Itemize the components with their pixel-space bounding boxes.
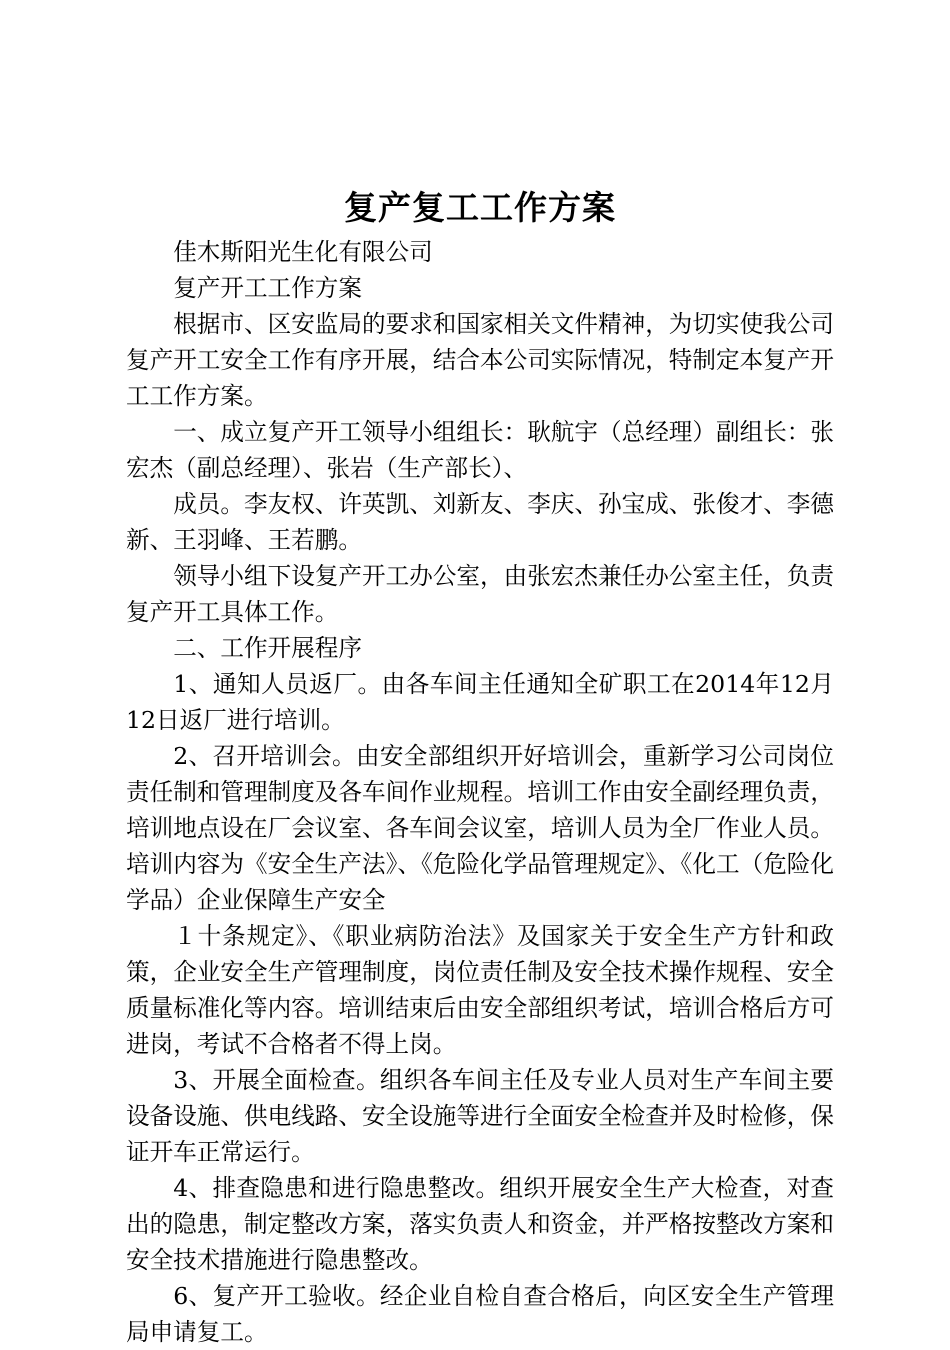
leadership-group-paragraph: 一、成立复产开工领导小组组长：耿航宇（总经理）副组长：张宏杰（副总经理）、张岩（生产部长）、 [126, 418, 834, 482]
step-3-paragraph: 3、开展全面检查。组织各车间主任及专业人员对生产车间主要设备设施、供电线路、安全设施等进行全面安全检查并及时检修，保证开车正常运行。 [126, 1066, 834, 1166]
intro-paragraph: 根据市、区安监局的要求和国家相关文件精神，为切实使我公司复产开工安全工作有序开展，结合本公司实际情况，特制定本复产开工工作方案。 [126, 310, 834, 410]
members-paragraph: 成员。李友权、许英凯、刘新友、李庆、孙宝成、张俊才、李德新、王羽峰、王若鹏。 [126, 490, 834, 554]
section-heading-procedure: 二、工作开展程序 [173, 634, 362, 662]
document-subtitle: 复产开工工作方案 [173, 274, 362, 302]
step-4-paragraph: 4、排查隐患和进行隐患整改。组织开展安全生产大检查，对查出的隐患，制定整改方案，落实负责人和资金，并严格按整改方案和安全技术措施进行隐患整改。 [126, 1174, 834, 1274]
document-page [126, 186, 834, 1350]
step-2-paragraph: 2、召开培训会。由安全部组织开好培训会，重新学习公司岗位责任制和管理制度及各车间作业规程。培训工作由安全副经理负责，培训地点设在厂会议室、各车间会议室，培训人员为全厂作业人员。培训内容为《安全生产法》、《危险化学品管理规定》、《化工（危险化学品）企业保障生产安全 [126, 742, 834, 914]
office-paragraph: 领导小组下设复产开工办公室，由张宏杰兼任办公室主任，负责复产开工具体工作。 [126, 562, 834, 626]
company-name: 佳木斯阳光生化有限公司 [173, 238, 433, 266]
step-6-paragraph: 6、复产开工验收。经企业自检自查合格后，向区安全生产管理局申请复工。 [126, 1282, 834, 1346]
step-2-continued-paragraph: １十条规定》、《职业病防治法》及国家关于安全生产方针和政策，企业安全生产管理制度，岗位责任制及安全技术操作规程、安全质量标准化等内容。培训结束后由安全部组织考试，培训合格后方可进岗，考试不合格者不得上岗。 [126, 922, 834, 1058]
step-1-paragraph: 1、通知人员返厂。由各车间主任通知全矿职工在2014年12月12日返厂进行培训。 [126, 670, 834, 734]
document-title: 复产复工工作方案 [344, 188, 616, 227]
